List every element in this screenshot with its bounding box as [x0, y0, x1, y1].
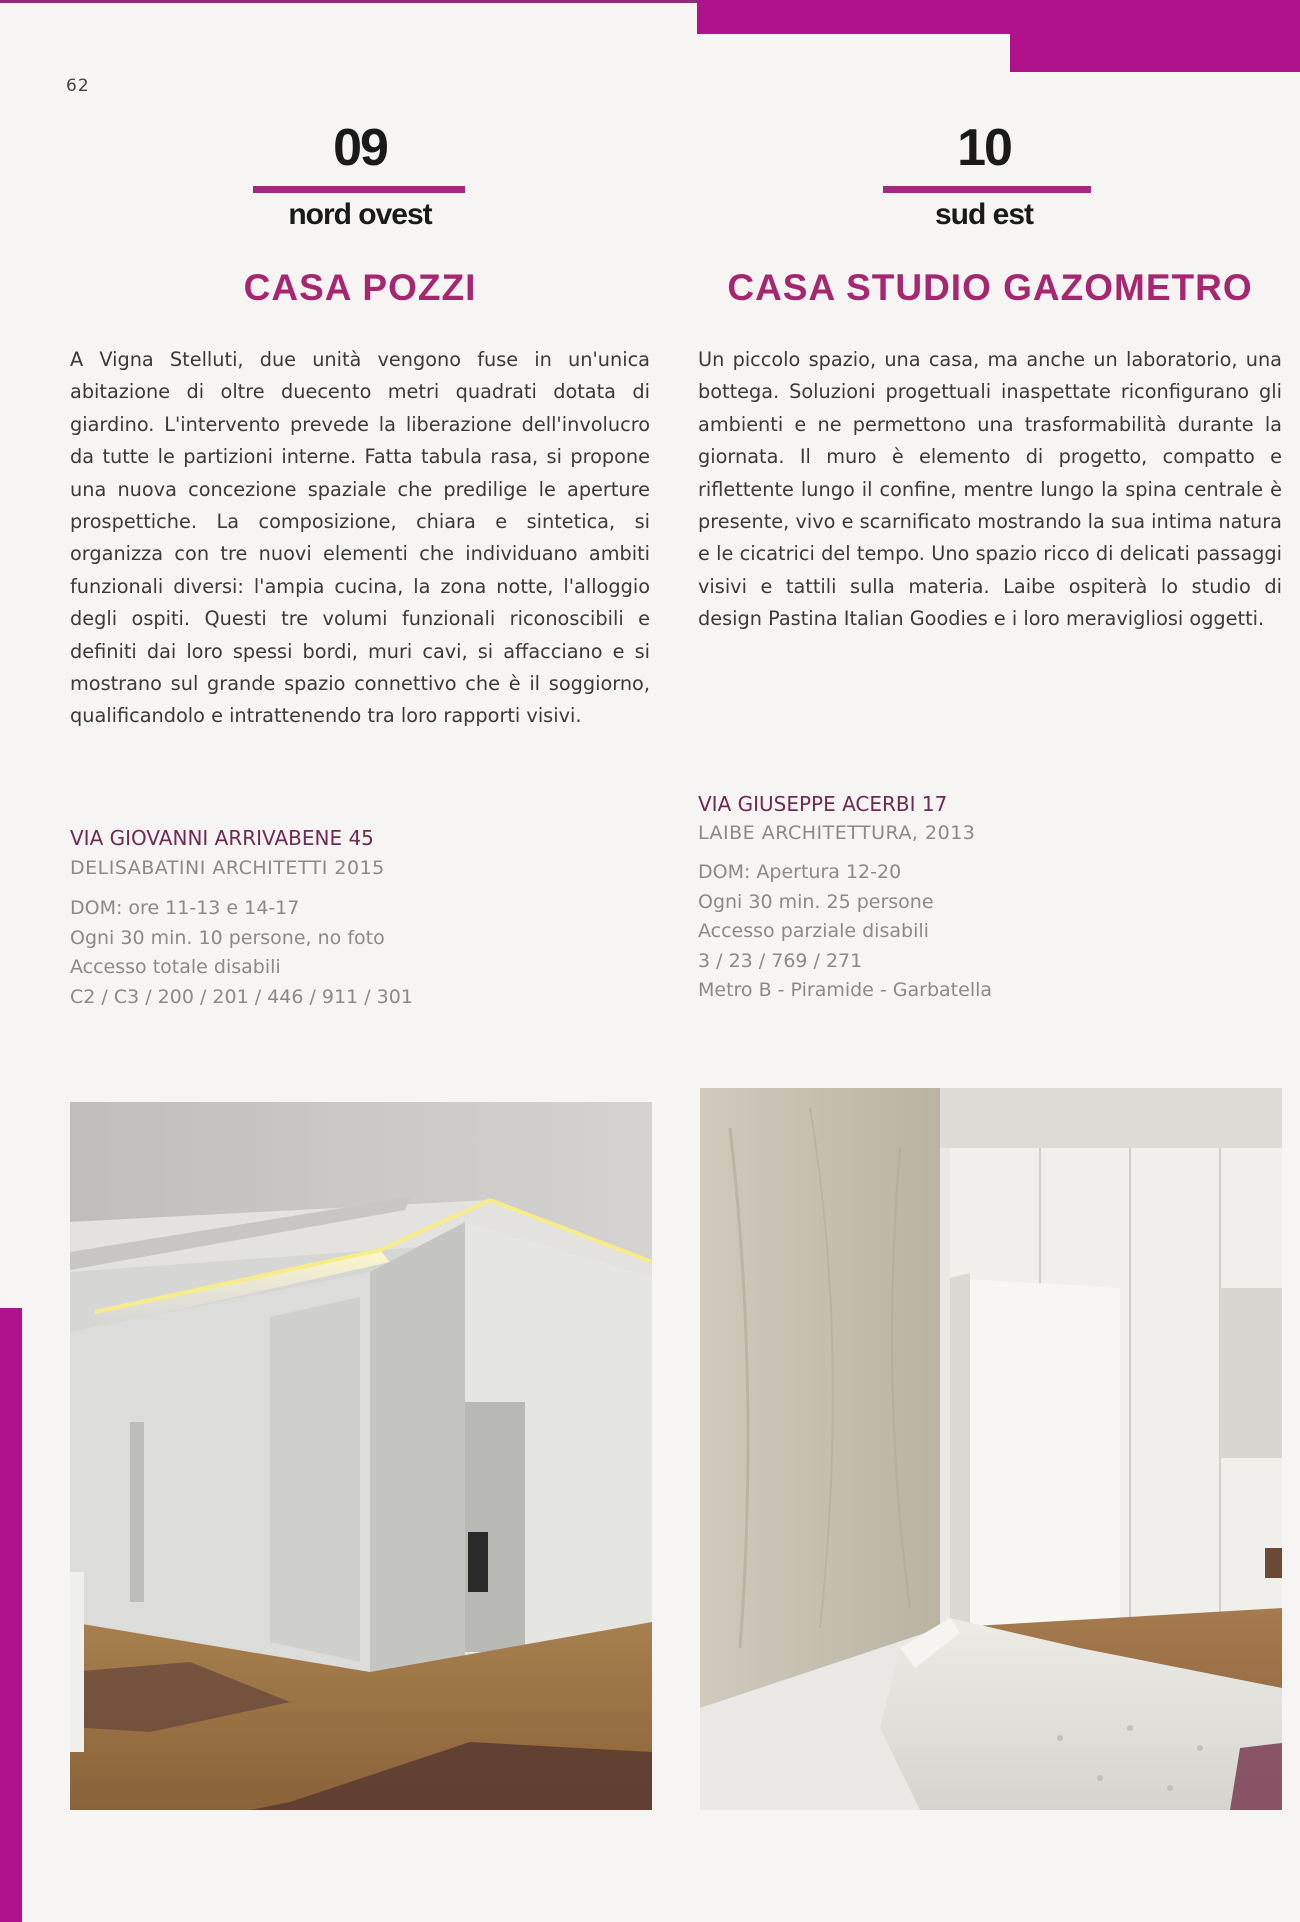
entry-architect: DELISABATINI ARCHITETTI 2015	[70, 857, 385, 879]
top-accent-block	[1010, 0, 1300, 72]
info-accessibility: Accesso parziale disabili	[698, 920, 929, 942]
entry-info-list	[698, 858, 992, 1006]
top-border-line	[0, 0, 700, 3]
info-transport: 3 / 23 / 769 / 271	[698, 949, 863, 972]
info-accessibility: Accesso totale disabili	[70, 956, 281, 978]
info-hours: DOM: ore 11-13 e 14-17	[70, 897, 300, 919]
entry-zone: sud est	[934, 198, 1034, 231]
info-metro: Metro B - Piramide - Garbatella	[698, 979, 993, 1001]
entry-number: 10	[957, 119, 1011, 177]
entry-rule	[883, 186, 1091, 193]
photo-casa-pozzi	[70, 1102, 652, 1810]
page-number: 62	[66, 76, 90, 96]
info-groups: Ogni 30 min. 10 persone, no foto	[70, 926, 385, 949]
entry-description: A Vigna Stelluti, due unità vengono fuse in un'unica abitazione di oltre duecento metri quadrati dotata di giardino. L'intervento prevede la liberazione dell'involucro da tutte le partizioni interne. Fatta tabula rasa, si propone una nuova concezione spaziale che predilige le aperture prospettiche. La composizione, chiara e sintetica, si organizza con tre nuovi elementi che individuano ambiti funzionali diversi: l'ampia cucina, la zona notte, l'alloggio degli ospiti. Questi tre volumi funzionali riconoscibili e definiti dai loro spessi bordi, muri cavi, si affacciano e si mostrano sul grande spazio connettivo che è il soggiorno, qualificandolo e intrattenendo tra loro rapporti visivi.	[70, 348, 650, 728]
entry-address: VIA GIOVANNI ARRIVABENE 45	[70, 826, 374, 850]
entry-title: CASA POZZI	[243, 267, 477, 308]
entry-description: Un piccolo spazio, una casa, ma anche un laboratorio, una bottega. Soluzioni progettuali inaspettate riconfigurano gli ambienti e ne permettono una trasformabilità durante la giornata. Il muro è elemento di progetto, compatto e riflettente lungo il confine, mentre lungo la spina centrale è presente, vivo e scarnificato mostrando la sua intima natura e le cicatrici del tempo. Uno spazio ricco di delicati passaggi visivi e tattili sulla materia. Laibe ospiterà lo studio di design Pastina Italian Goodies e i loro meravigliosi oggetti.	[698, 348, 1282, 631]
info-transport: C2 / C3 / 200 / 201 / 446 / 911 / 301	[70, 985, 413, 1008]
side-accent-bar	[0, 1308, 22, 1922]
entry-zone: nord ovest	[288, 198, 432, 231]
entry-architect: LAIBE ARCHITETTURA, 2013	[698, 822, 976, 844]
entry-rule	[253, 186, 465, 193]
entry-info-list	[70, 894, 413, 1012]
photo-casa-studio-gazometro	[700, 1088, 1282, 1810]
entry-address: VIA GIUSEPPE ACERBI 17	[698, 792, 948, 816]
info-hours: DOM: Apertura 12-20	[698, 861, 902, 883]
entry-number: 09	[333, 119, 387, 177]
info-groups: Ogni 30 min. 25 persone	[698, 890, 934, 913]
entry-title: CASA STUDIO GAZOMETRO	[727, 267, 1253, 308]
